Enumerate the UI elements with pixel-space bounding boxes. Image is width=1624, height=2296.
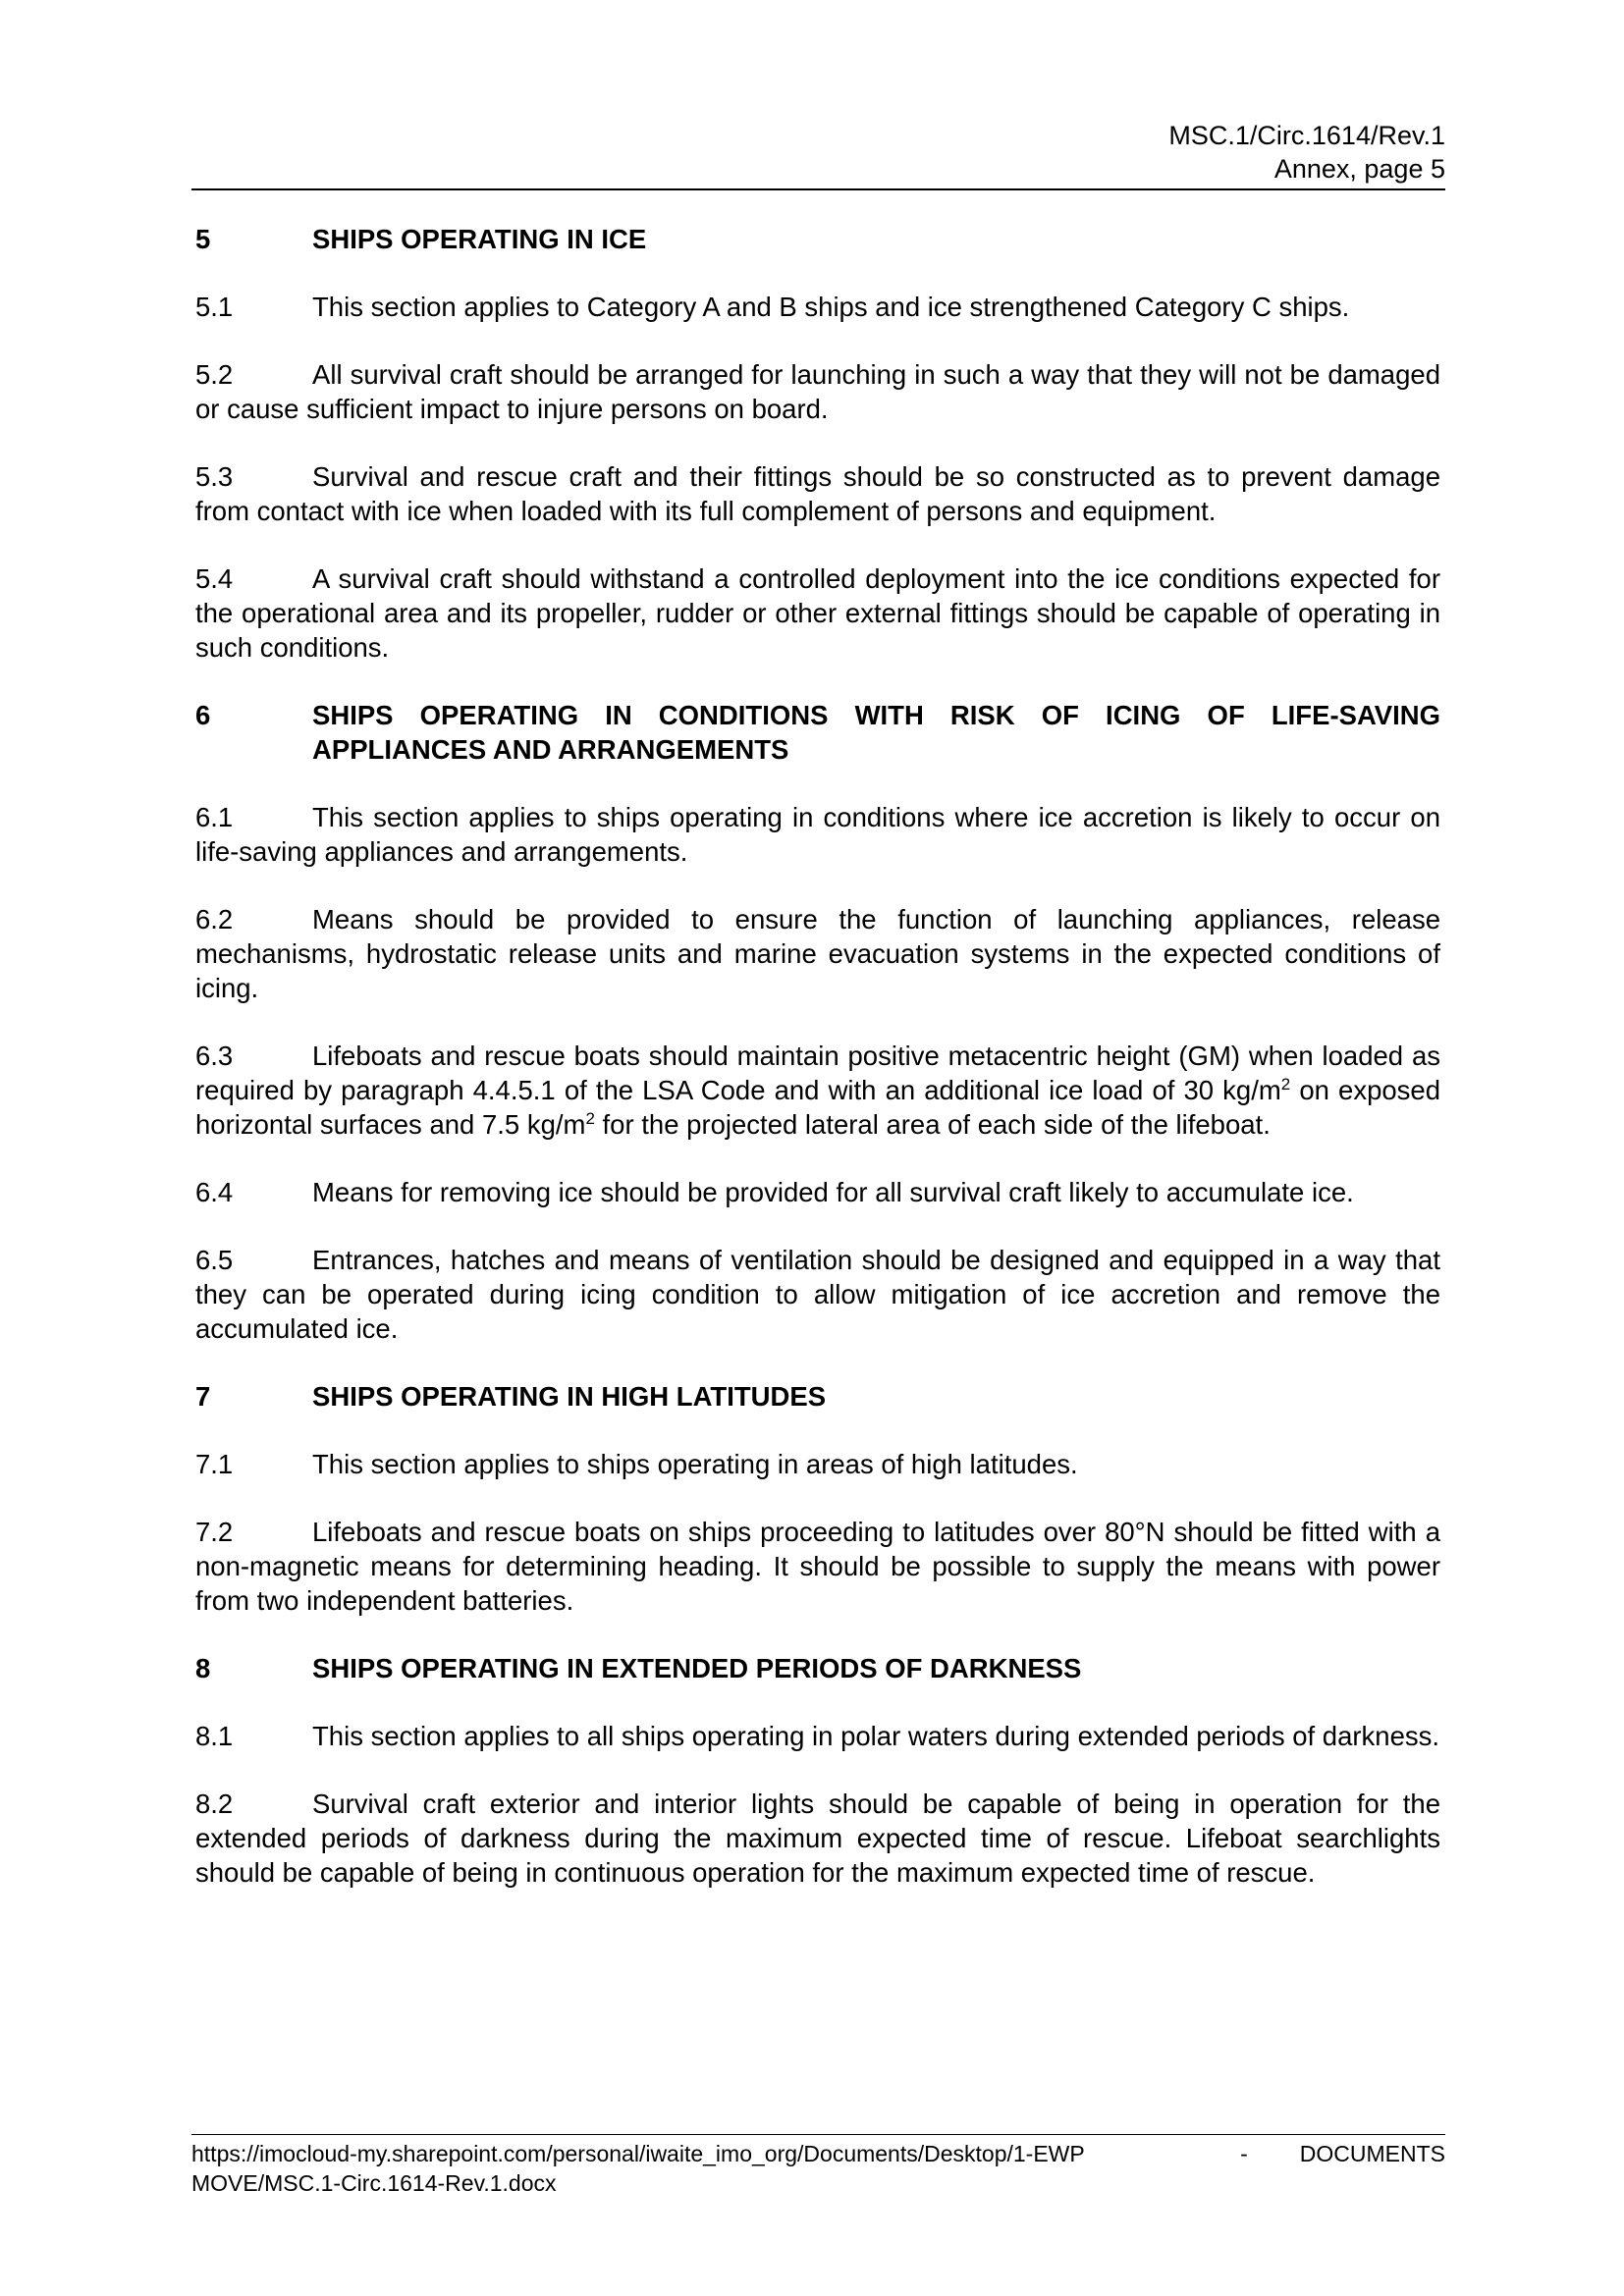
paragraph-text: This section applies to ships operating in conditions where ice accretion is likely to occur on life-saving appliances and arrangements. — [195, 802, 1440, 867]
paragraph-number: 6.2 — [195, 904, 234, 934]
document-body — [195, 222, 1440, 1923]
section-title: SHIPS OPERATING IN ICE — [312, 224, 647, 254]
paragraph-text: A survival craft should withstand a controlled deployment into the ice conditions expected for the operational area and its propeller, rudder or other external fittings should be capable of operating in such conditions. — [195, 563, 1440, 663]
section-heading — [195, 222, 1440, 256]
paragraph-text: Survival craft exterior and interior lights should be capable of being in operation for the extended periods of darkness during the maximum expected time of rescue. Lifeboat searchlights should be capable of being in continuous operation for the maximum expected time of rescue. — [195, 1789, 1440, 1888]
paragraph-number: 7.1 — [195, 1449, 234, 1479]
section-number: 6 — [195, 700, 211, 730]
paragraph-number: 8.1 — [195, 1721, 234, 1751]
section-heading — [195, 1651, 1440, 1685]
paragraph-number: 5.4 — [195, 563, 234, 594]
paragraph-text: on exposed horizontal surfaces and 7.5 kg/m — [195, 1075, 1440, 1140]
paragraph — [195, 1175, 1440, 1209]
paragraph-text: This section applies to all ships operating in polar waters during extended periods of darkness. — [312, 1721, 1440, 1751]
paragraph-text: Lifeboats and rescue boats should maintain positive metacentric height (GM) when loaded as required by paragraph 4.4.5.1 of the LSA Code and with an additional ice load of 30 kg/m — [195, 1041, 1440, 1105]
paragraph-text: for the projected lateral area of each side of the lifeboat. — [594, 1109, 1271, 1140]
paragraph — [195, 1447, 1440, 1481]
section-number: 5 — [195, 224, 211, 254]
paragraph — [195, 1515, 1440, 1618]
footer-separator: - — [1240, 2141, 1248, 2166]
paragraph — [195, 561, 1440, 665]
paragraph-text: Survival and rescue craft and their fittings should be so constructed as to prevent damage from contact with ice when loaded with its full complement of persons and equipment. — [195, 461, 1440, 526]
section-title: SHIPS OPERATING IN HIGH LATITUDES — [312, 1381, 827, 1412]
paragraph-text: Means should be provided to ensure the function of launching appliances, release mechanisms, hydrostatic release units and marine evacuation systems in the expected conditions of icing. — [195, 904, 1440, 1003]
paragraph-text: All survival craft should be arranged for launching in such a way that they will not be damaged or cause sufficient impact to injure persons on board. — [195, 359, 1440, 424]
paragraph-number: 6.3 — [195, 1041, 234, 1071]
footer-file-name: MOVE/MSC.1-Circ.1614-Rev.1.docx — [191, 2170, 557, 2196]
paragraph — [195, 902, 1440, 1005]
page-footer — [191, 2134, 1445, 2198]
paragraph-number: 7.2 — [195, 1517, 234, 1547]
paragraph-text: Means for removing ice should be provided for all survival craft likely to accumulate ice. — [312, 1177, 1354, 1207]
document-reference: MSC.1/Circ.1614/Rev.1 — [1168, 121, 1445, 150]
paragraph-number: 5.1 — [195, 292, 234, 322]
paragraph — [195, 800, 1440, 869]
paragraph-number: 5.2 — [195, 359, 234, 390]
section-number: 8 — [195, 1653, 211, 1683]
section-title: SHIPS OPERATING IN CONDITIONS WITH RISK OF ICING OF LIFE-SAVING APPLIANCES AND ARRANGEMENTS — [312, 700, 1440, 765]
page-header — [191, 119, 1445, 190]
paragraph — [195, 357, 1440, 426]
paragraph — [195, 459, 1440, 528]
paragraph — [195, 1039, 1440, 1142]
footer-documents-label: DOCUMENTS — [1299, 2141, 1445, 2166]
paragraph-number: 5.3 — [195, 461, 234, 492]
paragraph — [195, 1243, 1440, 1346]
section-title: SHIPS OPERATING IN EXTENDED PERIODS OF DARKNESS — [312, 1653, 1082, 1683]
section-heading — [195, 1379, 1440, 1414]
section-number: 7 — [195, 1381, 211, 1412]
section-heading — [195, 698, 1440, 767]
paragraph-number: 6.1 — [195, 802, 234, 832]
paragraph-number: 8.2 — [195, 1789, 234, 1819]
paragraph-text: This section applies to Category A and B ships and ice strengthened Category C ships. — [312, 292, 1350, 322]
superscript: 2 — [585, 1109, 595, 1128]
paragraph-number: 6.5 — [195, 1245, 234, 1275]
paragraph-text: Lifeboats and rescue boats on ships proceeding to latitudes over 80°N should be fitted with a non-magnetic means for determining heading. It should be possible to supply the means with power from two independent batteries. — [195, 1517, 1440, 1616]
paragraph-text: Entrances, hatches and means of ventilation should be designed and equipped in a way that they can be operated during icing condition to allow mitigation of ice accretion and remove the accumulated ice. — [195, 1245, 1440, 1344]
paragraph — [195, 290, 1440, 324]
paragraph-text: This section applies to ships operating in areas of high latitudes. — [312, 1449, 1078, 1479]
superscript: 2 — [1280, 1075, 1291, 1094]
page-reference: Annex, page 5 — [1273, 154, 1445, 184]
paragraph — [195, 1787, 1440, 1890]
paragraph — [195, 1719, 1440, 1753]
footer-file-path: https://imocloud-my.sharepoint.com/personal/iwaite_imo_org/Documents/Desktop/1-EWP — [191, 2141, 1085, 2166]
paragraph-number: 6.4 — [195, 1177, 234, 1207]
